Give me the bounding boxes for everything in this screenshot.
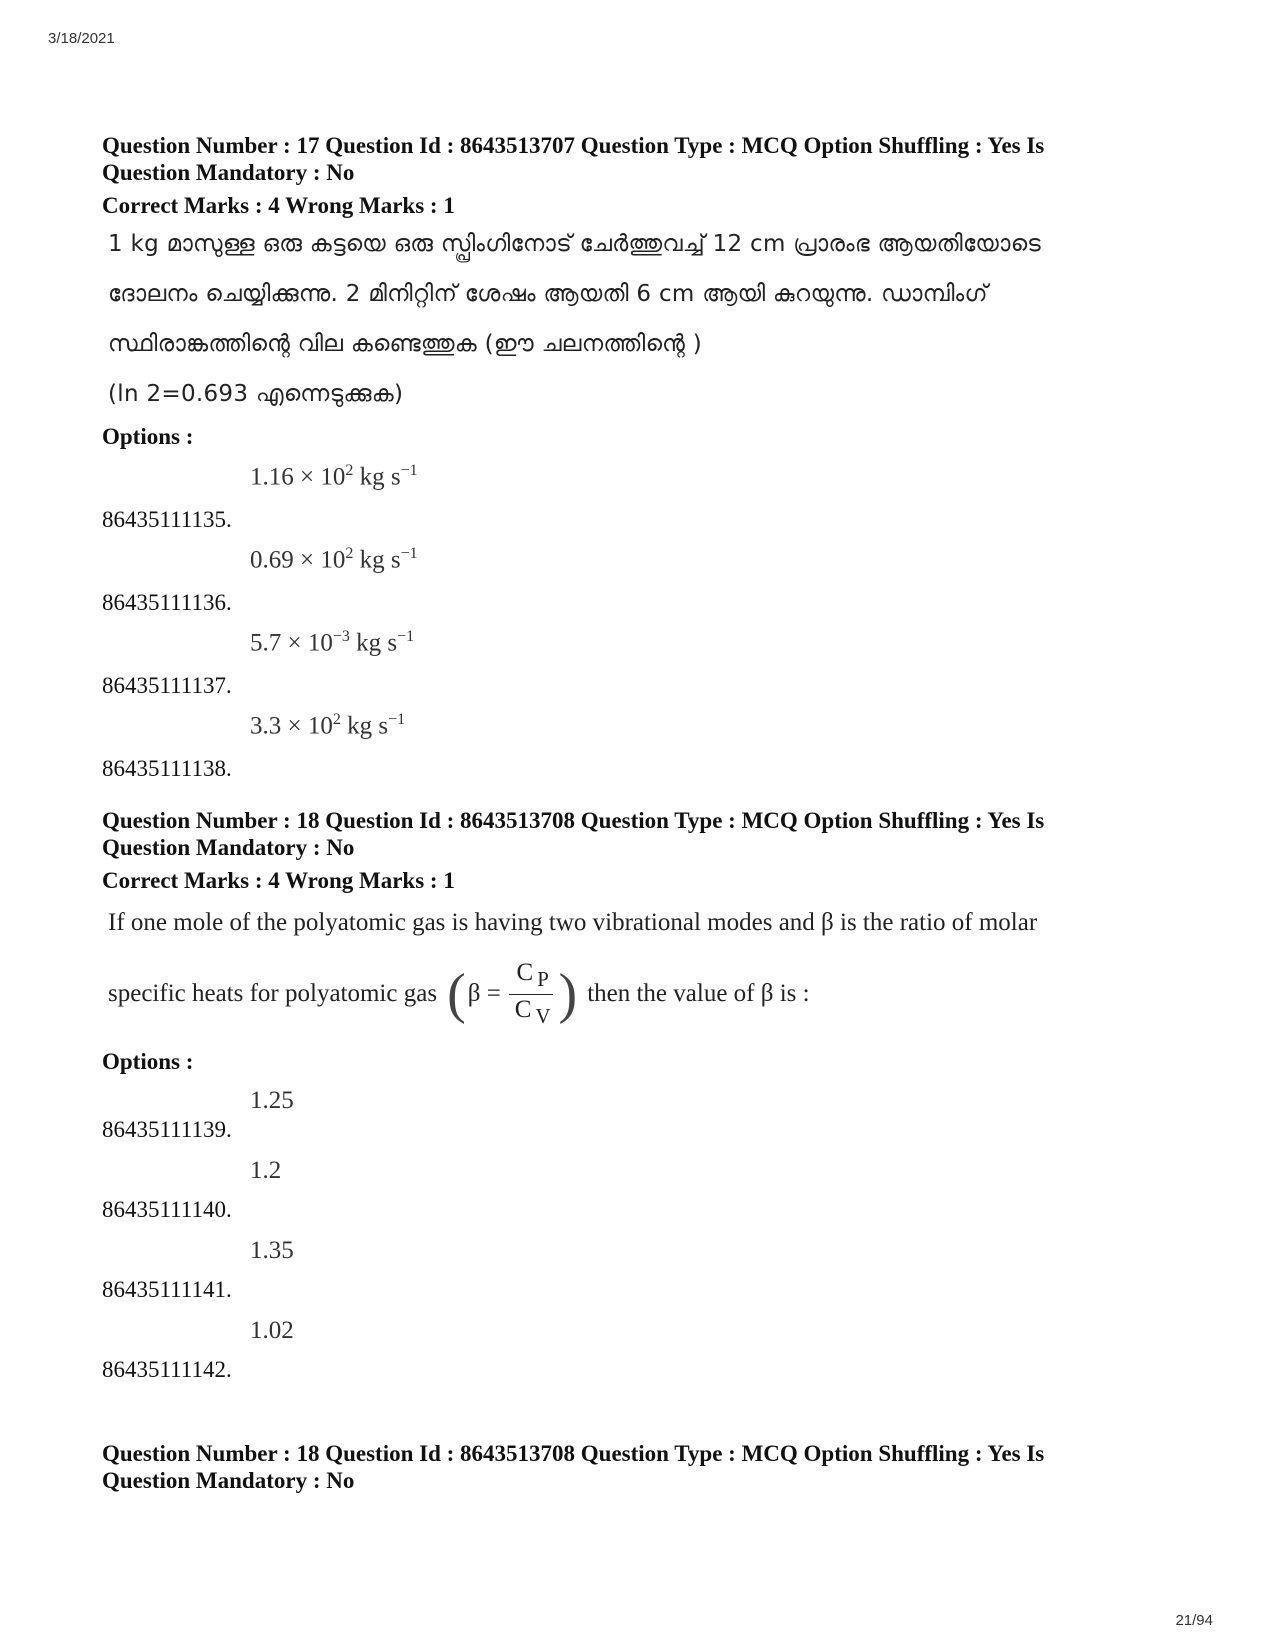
option-item[interactable] [102, 616, 1182, 699]
option-item[interactable] [102, 450, 1182, 533]
options-list [102, 450, 1182, 782]
question-mandatory: Question Mandatory : No [102, 835, 355, 860]
left-paren: ( [447, 963, 466, 1025]
options-list [102, 1075, 1182, 1383]
option-value: $1.16 \times 10^2$ kg $s^{-1}$ [250, 462, 418, 491]
formula-fraction [507, 958, 555, 1031]
question-text [108, 900, 1182, 1034]
question-text-line: 1 kg മാസുള്ള ഒരു കട്ടയെ ഒരു സ്പ്രിംഗിനോട് ചേർത്തുവച്ച് 12 cm പ്രാരംഭ ആയതിയോടെ [108, 231, 1041, 257]
option-item[interactable] [102, 533, 1182, 616]
option-value: 1.02 [250, 1317, 294, 1344]
question-text-line [108, 954, 1182, 1034]
option-id: 86435111139. [102, 1117, 232, 1142]
question-text-line: If one mole of the polyatomic gas is having two vibrational modes and β is the ratio of molar [108, 909, 1038, 936]
question-18-continued [102, 1440, 1182, 1494]
question-mandatory: Question Mandatory : No [102, 1468, 355, 1493]
option-value: $5.7 \times 10^{-3}$ kg $s^{-1}$ [250, 628, 415, 657]
option-id: 86435111140. [102, 1197, 232, 1222]
question-17 [102, 132, 1182, 782]
option-id: 86435111141. [102, 1277, 232, 1302]
question-marks: Correct Marks : 4 Wrong Marks : 1 [102, 193, 455, 218]
question-18 [102, 807, 1182, 1383]
question-text-fragment: then the value of β is : [587, 980, 810, 1007]
option-value: 1.2 [250, 1157, 282, 1184]
question-text-line: സ്ഥിരാങ്കത്തിന്റെ വില കണ്ടെത്തുക (ഈ ചലനത്തിന്റെ ) [108, 331, 703, 357]
question-text-line: (ln 2=0.693 എന്നെടുക്കുക) [108, 381, 404, 407]
option-item[interactable] [102, 1143, 1182, 1223]
option-item[interactable] [102, 1303, 1182, 1383]
option-id: 86435111137. [102, 673, 232, 698]
right-paren: ) [558, 963, 578, 1025]
print-date: 3/18/2021 [48, 30, 115, 47]
question-marks: Correct Marks : 4 Wrong Marks : 1 [102, 868, 455, 893]
formula-denominator: C $_V$ [514, 995, 551, 1028]
question-meta: Question Number : 17 Question Id : 8643513707 Question Type : MCQ Option Shuffling : Yes Is [102, 133, 1045, 158]
question-meta: Question Number : 18 Question Id : 8643513708 Question Type : MCQ Option Shuffling : Yes Is [102, 808, 1045, 833]
option-item[interactable] [102, 1075, 1182, 1143]
option-id: 86435111136. [102, 590, 232, 615]
option-id: 86435111138. [102, 756, 232, 781]
question-meta: Question Number : 18 Question Id : 8643513708 Question Type : MCQ Option Shuffling : Yes Is [102, 1441, 1045, 1466]
page-counter: 21/94 [1175, 1612, 1213, 1629]
option-item[interactable] [102, 699, 1182, 782]
option-value: 1.25 [250, 1087, 294, 1114]
question-text [108, 219, 1182, 419]
options-label: Options : [102, 424, 194, 449]
option-id: 86435111135. [102, 507, 232, 532]
question-text-line: ദോലനം ചെയ്യിക്കുന്നു. 2 മിനിറ്റിന് ശേഷം ആയതി 6 cm ആയി കുറയുന്നു. ഡാമ്പിംഗ് [108, 281, 988, 307]
option-item[interactable] [102, 1223, 1182, 1303]
question-text-fragment: specific heats for polyatomic gas [108, 980, 438, 1007]
option-value: $0.69 \times 10^2$ kg $s^{-1}$ [250, 545, 418, 574]
options-label: Options : [102, 1049, 194, 1074]
option-value: 1.35 [250, 1237, 294, 1264]
question-mandatory: Question Mandatory : No [102, 160, 355, 185]
formula-numerator: C $_P$ [509, 958, 553, 995]
formula-lhs: β = [467, 980, 501, 1007]
option-id: 86435111142. [102, 1357, 232, 1382]
option-value: $3.3 \times 10^2$ kg $s^{-1}$ [250, 711, 406, 740]
